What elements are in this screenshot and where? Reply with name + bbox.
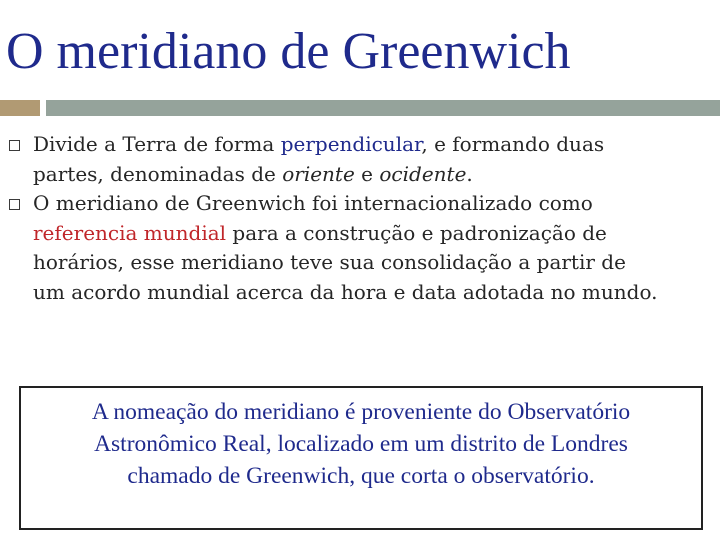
bullet-text: partes, denominadas de	[33, 161, 283, 186]
title-divider-bar	[46, 100, 720, 116]
bullet-text: para a construção e padronização de	[226, 220, 607, 245]
title-accent-bar	[0, 100, 40, 116]
square-bullet-icon	[9, 199, 20, 210]
bullet-text: .	[466, 161, 473, 186]
highlight-term: perpendicular	[280, 132, 422, 156]
bullet-item	[0, 130, 720, 189]
emphasis-term: ocidente	[379, 161, 467, 186]
bullet-item	[0, 189, 720, 307]
bullet-text: um acordo mundial acerca da hora e data adotada no mundo.	[33, 279, 658, 304]
note-box	[19, 386, 703, 530]
note-line: Astronômico Real, localizado em um distrito de Londres	[94, 431, 628, 457]
emphasis-term: oriente	[282, 161, 355, 186]
bullet-text: horários, esse meridiano teve sua consolidação a partir de	[33, 250, 626, 274]
bullet-text: e	[354, 161, 380, 186]
bullet-text: O meridiano de Greenwich foi internacionalizado como	[33, 191, 593, 215]
bullet-text: , e formando duas	[421, 132, 605, 156]
bullet-list	[0, 130, 720, 307]
bullet-text: Divide a Terra de forma	[33, 132, 281, 156]
note-line: chamado de Greenwich, que corta o observatório.	[127, 463, 595, 489]
square-bullet-icon	[9, 140, 20, 151]
note-line: A nomeação do meridiano é proveniente do Observatório	[91, 399, 631, 425]
slide-title: O meridiano de Greenwich	[6, 23, 571, 80]
highlight-term: referencia mundial	[33, 220, 227, 245]
